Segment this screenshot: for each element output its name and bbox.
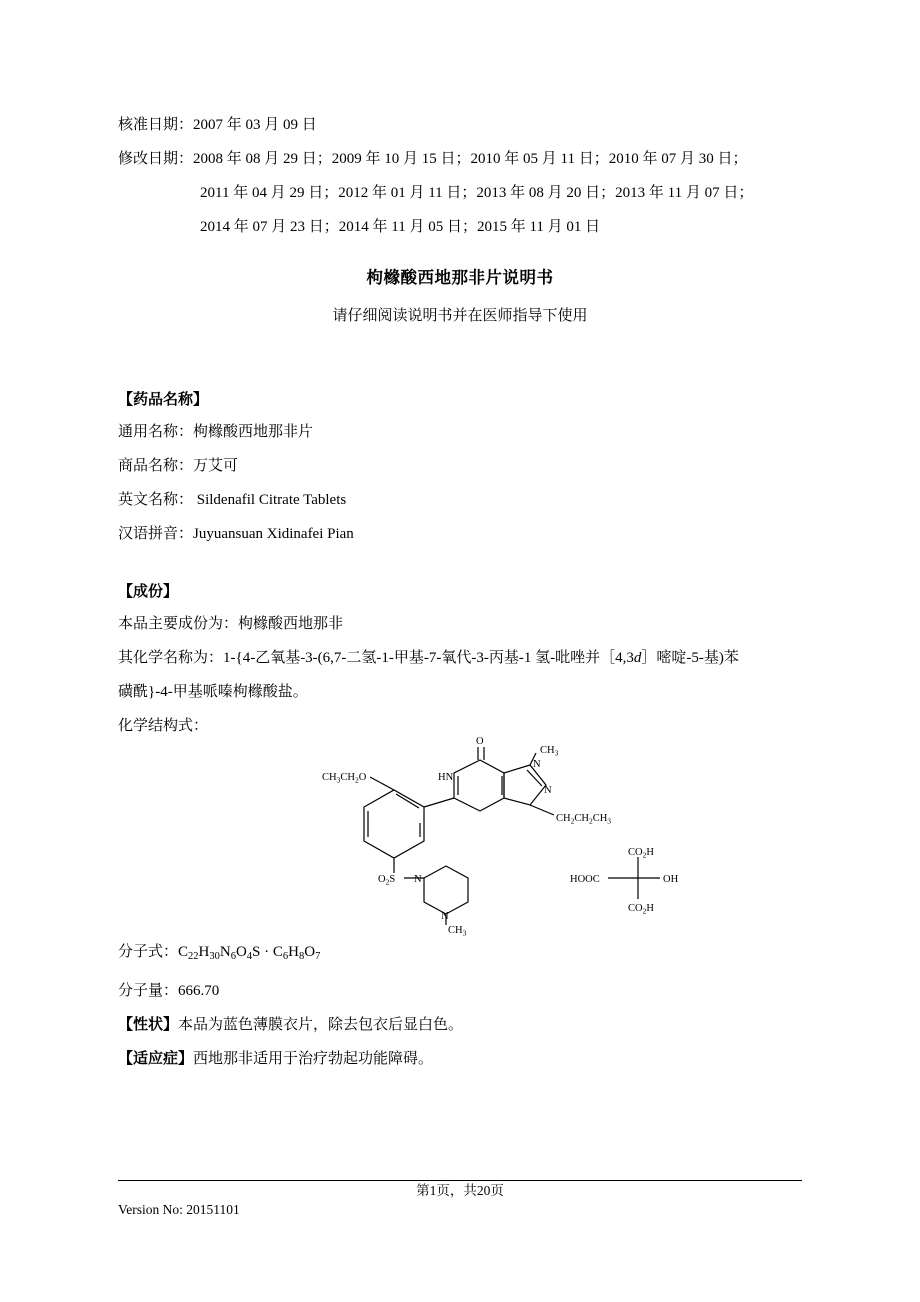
label-n-ring-1: N: [533, 759, 541, 770]
section-heading-indication: 【适应症】: [118, 1050, 194, 1067]
chemical-name-line-2: 磺酰}-4-甲基哌嗪枸橼酸盐。: [118, 684, 308, 700]
version-label: Version No: 20151101: [118, 1202, 240, 1217]
label-n-piperazine-bottom: N: [441, 911, 449, 922]
main-ingredient: 本品主要成份为：枸橼酸西地那非: [118, 616, 344, 632]
chemical-name-line-1: 其化学名称为：1-{4-乙氧基-3-(6,7-二氢-1-甲基-7-氧代-3-丙基-1 氢-吡唑并［4,3d］嘧啶-5-基)苯: [118, 650, 739, 666]
section-heading-composition: 【成份】: [118, 584, 179, 600]
page-subtitle: 请仔细阅读说明书并在医师指导下使用: [332, 308, 588, 324]
label-n-piperazine-top: N: [414, 874, 422, 885]
page-title: 枸橼酸西地那非片说明书: [366, 268, 554, 287]
english-name: 英文名称： Sildenafil Citrate Tablets: [118, 492, 347, 508]
label-n-ring-2: N: [544, 785, 552, 796]
properties-line: [118, 1008, 802, 1042]
label-o-top: O: [476, 736, 484, 747]
label-hn: HN: [438, 772, 454, 783]
section-heading-properties: 【性状】: [118, 1016, 179, 1033]
indication-line: [118, 1042, 802, 1076]
trade-name: 商品名称：万艾可: [118, 458, 239, 474]
pinyin-name: 汉语拼音：Juyuansuan Xidinafei Pian: [118, 526, 354, 542]
label-co2h-top: $CO_2H$: [628, 847, 654, 860]
label-hooc: HOOC: [570, 874, 600, 885]
label-ch3-bottom: $CH_3$: [448, 925, 467, 938]
generic-name: 通用名称：枸橼酸西地那非片: [118, 424, 314, 440]
revision-date-line-2: 2011 年 04 月 29 日；2012 年 01 月 11 日；2013 年 08 月 20 日；2013 年 11 月 07 日；: [200, 185, 754, 201]
label-oh: OH: [663, 874, 679, 885]
properties-text: 本品为蓝色薄膜衣片，除去包衣后显白色。: [178, 1016, 464, 1033]
label-ch3-top: $CH_3$: [540, 745, 559, 758]
structure-label: 化学结构式：: [118, 718, 209, 734]
revision-date-line-3: 2014 年 07 月 23 日；2014 年 11 月 05 日；2015 年 11 月 01 日: [200, 219, 601, 235]
chemical-structure-diagram: [308, 736, 728, 938]
approval-date: 核准日期：2007 年 03 月 09 日: [118, 117, 317, 133]
label-o2s: $O_2S$: [378, 874, 396, 887]
indication-text: 西地那非适用于治疗勃起功能障碍。: [193, 1050, 434, 1067]
revision-date-line-1: 修改日期：2008 年 08 月 29 日；2009 年 10 月 15 日；2010 年 05 月 11 日；2010 年 07 月 30 日；: [118, 151, 748, 167]
molecular-weight: 分子量：666.70: [118, 982, 220, 999]
document-body: [118, 108, 802, 1076]
section-heading-drug-name: 【药品名称】: [118, 392, 209, 408]
label-propyl: $CH_2CH_2CH_3$: [556, 813, 612, 826]
page-number: 第1页，共20页: [416, 1183, 504, 1198]
label-co2h-bottom: $CO_2H$: [628, 903, 654, 916]
chemical-structure-figure: [118, 736, 802, 938]
label-ethoxy: $CH_3CH_2O$: [322, 772, 367, 785]
molecular-formula: 分子式：$C_{22}H_{30}N_6O_4S \cdot C_6H_8O_7$: [118, 944, 321, 962]
